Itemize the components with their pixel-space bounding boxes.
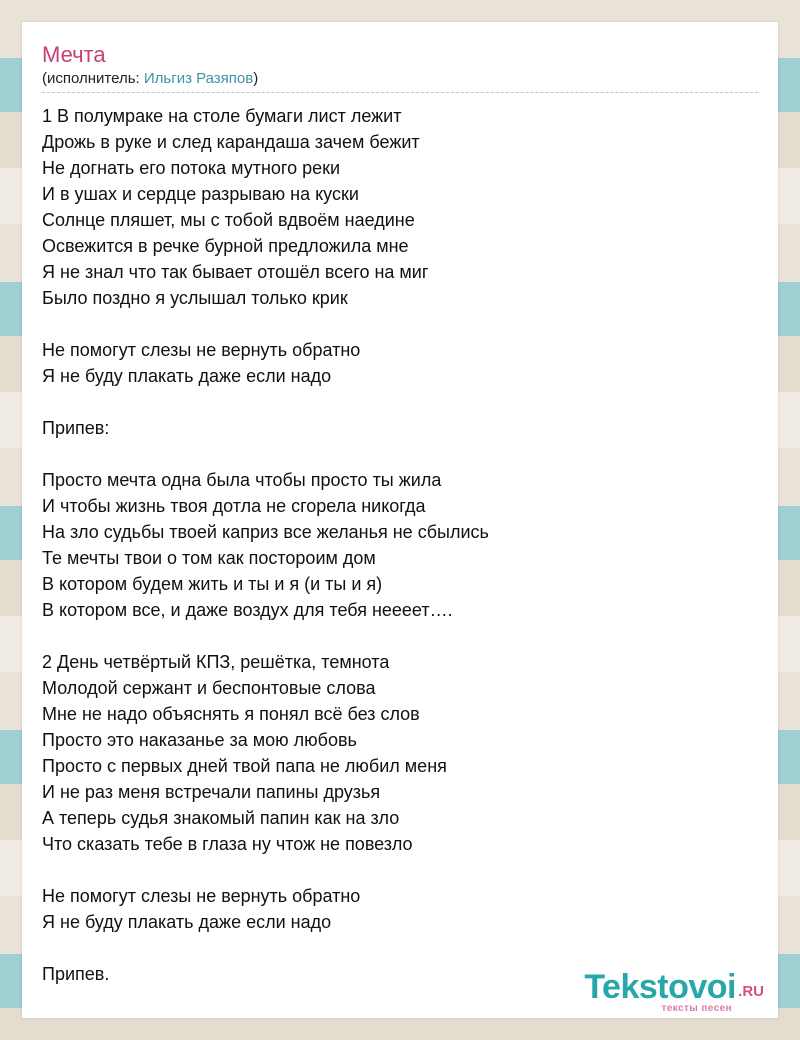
lyric-line: Я не знал что так бывает отошёл всего на миг — [42, 262, 429, 282]
lyric-line: 2 День четвёртый КПЗ, решётка, темнота — [42, 652, 390, 672]
lyric-line: Освежится в речке бурной предложила мне — [42, 236, 409, 256]
logo-tagline: тексты песен — [661, 1003, 732, 1014]
lyric-line: Не помогут слезы не вернуть обратно — [42, 340, 361, 360]
stanza-gap — [42, 623, 758, 649]
lyric-line: И в ушах и сердце разрываю на куски — [42, 184, 359, 204]
lyric-line: Припев. — [42, 964, 110, 984]
stanza-gap — [42, 857, 758, 883]
lyric-line: Молодой сержант и беспонтовые слова — [42, 678, 376, 698]
tekstovoi-logo[interactable] — [560, 970, 770, 1018]
lyric-line: Просто это наказанье за мою любовь — [42, 730, 357, 750]
lyric-line: Мне не надо объяснять я понял всё без слов — [42, 704, 420, 724]
lyrics-text — [42, 103, 758, 987]
lyric-line: Те мечты твои о том как постороим дом — [42, 548, 376, 568]
lyric-line: В котором все, и даже воздух для тебя нееeет…. — [42, 600, 453, 620]
logo-main-text: Tekstovoi — [584, 968, 736, 1006]
lyric-line: Было поздно я услышал только крик — [42, 288, 348, 308]
song-title: Мечта — [42, 42, 106, 67]
stanza-gap — [42, 935, 758, 961]
stanza-gap — [42, 311, 758, 337]
stanza-gap — [42, 441, 758, 467]
lyric-line: И не раз меня встречали папины друзья — [42, 782, 381, 802]
lyrics-page — [22, 22, 778, 1018]
lyric-line: Я не буду плакать даже если надо — [42, 912, 332, 932]
artist-prefix: (исполнитель: — [42, 70, 144, 87]
lyric-line: Солнце пляшет, мы с тобой вдвоём наедине — [42, 210, 415, 230]
artist-link[interactable]: Ильгиз Разяпов — [143, 70, 254, 87]
artist-line — [42, 70, 758, 93]
stanza-gap — [42, 389, 758, 415]
lyric-line: Просто мечта одна была чтобы просто ты жила — [42, 470, 442, 490]
lyric-line: 1 В полумраке на столе бумаги лист лежит — [42, 106, 402, 126]
lyric-line: Не помогут слезы не вернуть обратно — [42, 886, 361, 906]
lyric-line: Дрожь в руке и след карандаша зачем бежит — [42, 132, 420, 152]
lyric-line: Не догнать его потока мутного реки — [42, 158, 341, 178]
song-header — [42, 42, 758, 93]
lyric-line: Я не буду плакать даже если надо — [42, 366, 332, 386]
lyric-line: И чтобы жизнь твоя дотла не сгорела никогда — [42, 496, 426, 516]
lyric-line: А теперь судья знакомый папин как на зло — [42, 808, 400, 828]
artist-suffix: ) — [253, 70, 259, 87]
logo-domain-suffix: .RU — [738, 983, 764, 1000]
lyric-line: Припев: — [42, 418, 110, 438]
lyric-line: Что сказать тебе в глаза ну чтож не повезло — [42, 834, 413, 854]
lyric-line: На зло судьбы твоей каприз все желанья не сбылись — [42, 522, 489, 542]
lyric-line: Просто с первых дней твой папа не любил меня — [42, 756, 447, 776]
lyric-line: В котором будем жить и ты и я (и ты и я) — [42, 574, 383, 594]
